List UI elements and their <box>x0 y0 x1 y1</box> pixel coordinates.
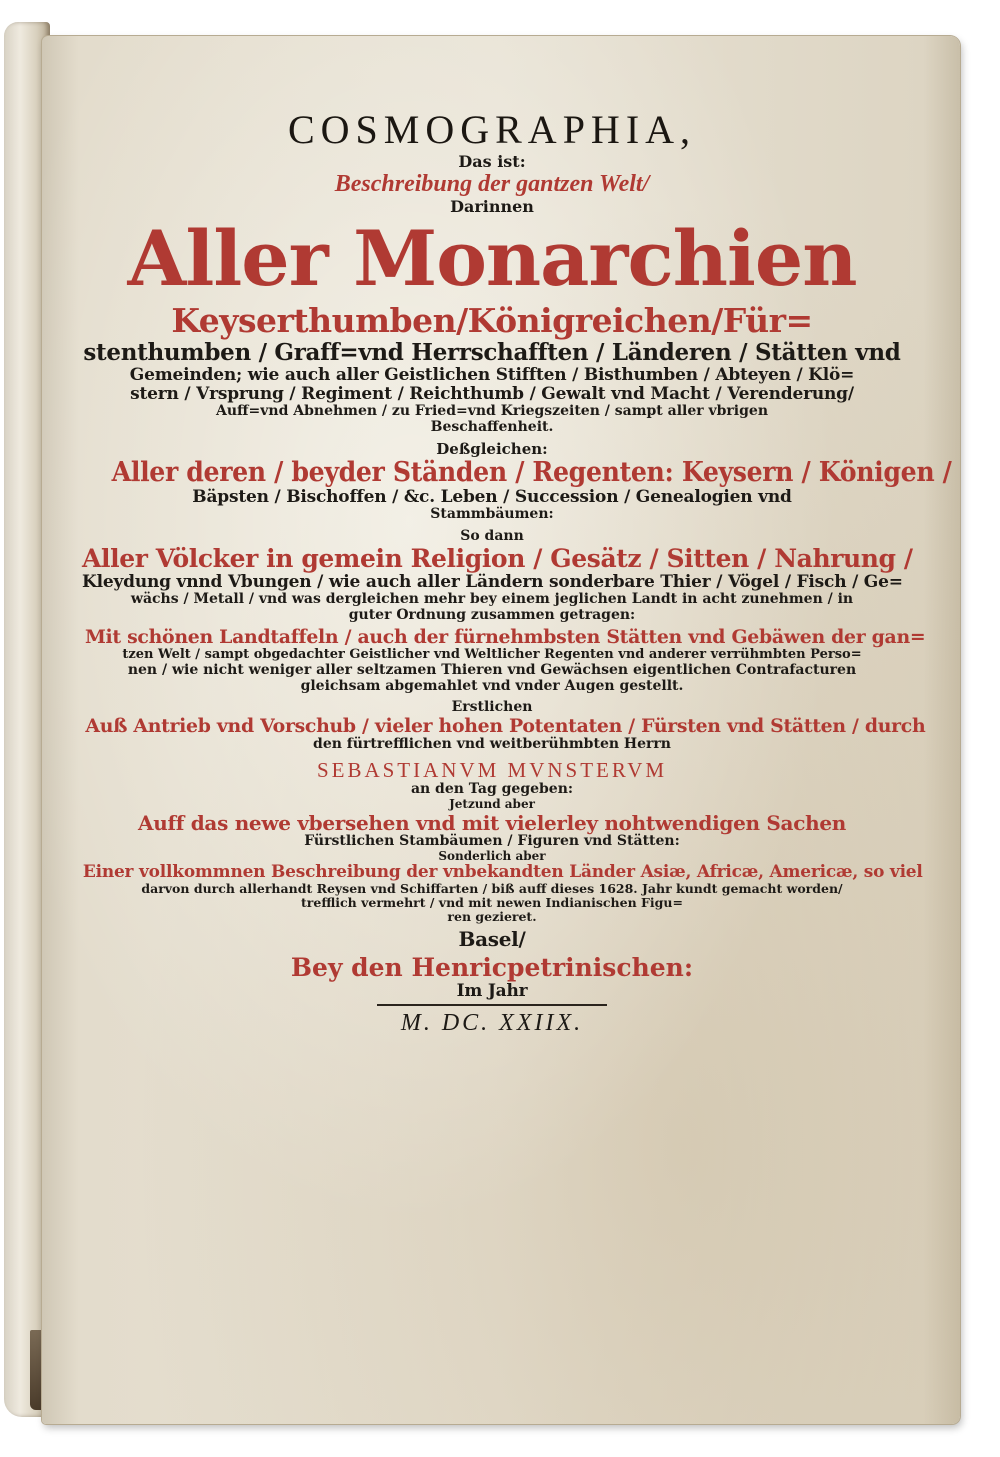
text-line: stenthumben / Graff=vnd Herrschafften / Länderen / Stätten vnd <box>83 339 901 367</box>
so-dann: So dann <box>460 528 524 545</box>
page-title: COSMOGRAPHIA, <box>287 107 697 152</box>
sonderlich: Sonderlich aber <box>438 848 546 863</box>
text-line: Fürstlichen Stambäumen / Figuren vnd Stätten: <box>304 832 680 849</box>
erstlichen: Erstlichen <box>451 699 533 716</box>
das-ist: Das ist: <box>458 151 526 171</box>
text-line: Auff=vnd Abnehmen / zu Fried=vnd Kriegszeiten / sampt aller vbrigen <box>216 403 768 420</box>
text-line: trefflich vermehrt / vnd mit newen Indianischen Figu= <box>301 895 683 911</box>
text-line: Beschaffenheit. <box>430 418 554 435</box>
text-line: wächs / Metall / vnd was dergleichen mehr bey einem jeglichen Landt in acht zunehmen / in <box>130 590 854 607</box>
rule-divider <box>377 1004 607 1006</box>
text-line: stern / Vrsprung / Regiment / Reichthumb / Gewalt vnd Macht / Verenderung/ <box>130 384 854 405</box>
title-page-text <box>82 107 952 1036</box>
text-line: nen / wie nicht weniger aller seltzamen Thieren vnd Gewächsen eigentlichen Contrafacturen <box>127 661 857 678</box>
jetzund: Jetzund aber <box>449 797 535 812</box>
title-page <box>42 36 960 1424</box>
im-jahr: Im Jahr <box>456 981 528 1002</box>
text-line: Einer vollkommnen Beschreibung der vnbekandten Länder Asiæ, Africæ, Americæ, so viel <box>82 862 923 883</box>
text-line: Aller deren / beyder Ständen / Regenten: Keysern / Königen / <box>111 457 952 489</box>
darinnen: Darinnen <box>450 196 534 216</box>
text-line: darvon durch allerhandt Reysen vnd Schiffarten / biß auff dieses 1628. Jahr kundt gemacht worden/ <box>141 881 843 897</box>
text-line: Mit schönen Landtaffeln / auch der fürnehmbsten Stätten vnd Gebäwen der gan= <box>84 626 926 649</box>
headline: Aller Monarchien <box>127 214 857 304</box>
an-den-tag: an den Tag gegeben: <box>410 781 574 798</box>
printer: Bey den Henricpetrinischen: <box>290 953 694 983</box>
text-line: Gemeinden; wie auch aller Geistlichen Stifften / Bisthumben / Abteyen / Klö= <box>129 364 855 385</box>
text-line: Keyserthumben/Königreichen/Für= <box>171 301 813 341</box>
text-line: Auß Antrieb vnd Vorschub / vieler hohen Potentaten / Fürsten vnd Stätten / durch <box>85 715 926 737</box>
text-line: Stammbäumen: <box>430 506 554 523</box>
year: M. DC. XXIIX. <box>400 1009 584 1036</box>
desgleichen: Deßgleichen: <box>436 440 548 459</box>
text-line: Bäpsten / Bischoffen / &c. Leben / Succession / Genealogien vnd <box>192 487 792 508</box>
text-line: ren gezieret. <box>447 909 537 925</box>
text-line: Auff das newe vbersehen vnd mit vielerley nohtwendigen Sachen <box>138 810 846 835</box>
place: Basel/ <box>458 927 526 952</box>
text-line: guter Ordnung zusammen getragen: <box>348 606 636 623</box>
subtitle: Beschreibung der gantzen Welt/ <box>334 170 650 197</box>
text-line: Kleydung vnnd Vbungen / wie auch aller Ländern sonderbare Thier / Vögel / Fisch / Ge= <box>82 571 903 592</box>
author-name: SEBASTIANVM MVNSTERVM <box>316 757 668 782</box>
text-line: tzen Welt / sampt obgedachter Geistlicher vnd Weltlicher Regenten vnd anderer verrühmbten Perso= <box>122 647 862 663</box>
text-line: den fürtrefflichen vnd weitberühmbten Herrn <box>313 736 671 753</box>
text-line: gleichsam abgemahlet vnd vnder Augen gestellt. <box>300 677 684 694</box>
text-line: Aller Völcker in gemein Religion / Gesätz / Sitten / Nahrung / <box>82 543 913 573</box>
